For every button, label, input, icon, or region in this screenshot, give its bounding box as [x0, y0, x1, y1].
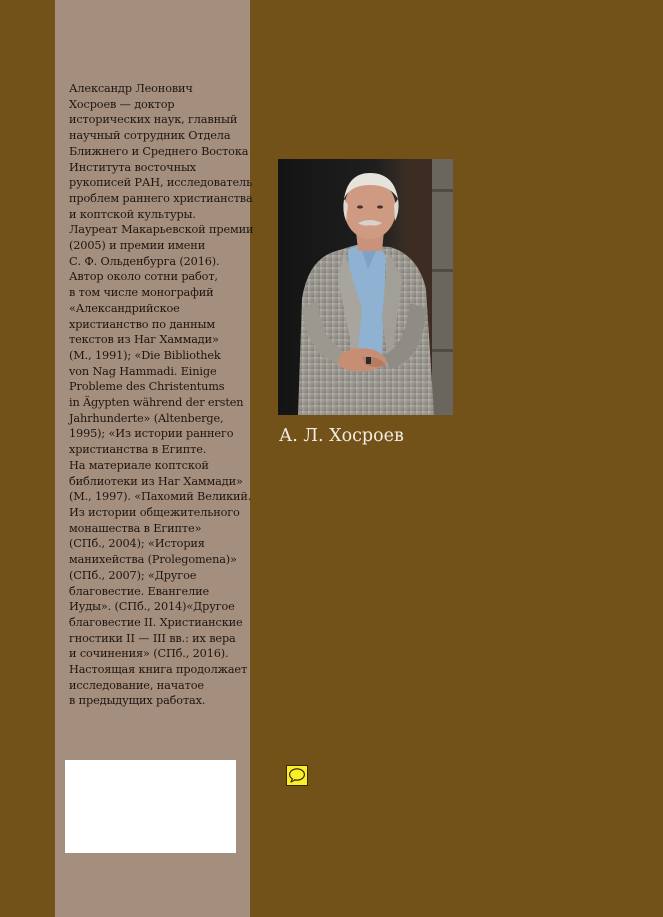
bio-line: Автор около сотни работ, — [69, 270, 218, 284]
bio-line: Института восточных — [69, 160, 197, 174]
bio-line: Настоящая книга продолжает — [69, 663, 248, 677]
author-bio — [69, 81, 254, 709]
bio-line: проблем раннего христианства — [69, 191, 253, 205]
bio-line: и коптской культуры. — [69, 207, 196, 221]
author-name-caption: А. Л. Хосроев — [279, 426, 404, 446]
bio-line: благовестие. Евангелие — [69, 584, 210, 598]
bio-line: текстов из Наг Хаммади» — [69, 333, 219, 347]
comment-annotation-button[interactable] — [286, 765, 308, 786]
bio-line: и сочинения» (СПб., 2016). — [69, 647, 229, 661]
bio-line: «Александрийское — [69, 301, 180, 315]
barcode-area — [65, 760, 236, 853]
bio-line: (М., 1997). «Пахомий Великий. — [69, 490, 252, 504]
bio-line: (2005) и премии имени — [69, 239, 206, 253]
bio-line: научный сотрудник Отдела — [69, 129, 231, 143]
bio-line: Александр Леонович — [69, 82, 193, 95]
bio-line: в том числе монографий — [69, 286, 214, 300]
bio-line: христианства в Египте. — [69, 443, 207, 457]
bio-line: Иуды». (СПб., 2014)«Другое — [69, 600, 235, 614]
bio-line: Ближнего и Среднего Востока — [69, 144, 249, 158]
bio-line: С. Ф. Ольденбурга (2016). — [69, 254, 220, 268]
bio-line: в предыдущих работах. — [69, 694, 206, 708]
bio-line: in Ägypten während der ersten — [69, 396, 244, 410]
bio-line: исторических наук, главный — [69, 113, 238, 127]
bio-line: На материале коптской — [69, 458, 209, 472]
bio-line: von Nag Hammadi. Einige — [69, 364, 217, 378]
bio-line: Лауреат Макарьевской премии — [69, 223, 254, 237]
author-photo — [278, 159, 453, 415]
bio-line: гностики II — III вв.: их вера — [69, 631, 236, 645]
bio-line: (СПб., 2007); «Другое — [69, 568, 197, 582]
bio-line: библиотеки из Наг Хаммади» — [69, 474, 243, 488]
bio-line: 1995); «Из истории раннего — [69, 427, 234, 441]
cover-left-edge — [0, 0, 55, 917]
bio-line: христианство по данным — [69, 317, 215, 331]
bio-line: манихейства (Prolegomena)» — [69, 553, 237, 567]
bio-line: благовестие II. Христианские — [69, 615, 243, 629]
bio-line: Хосроев — доктор — [69, 97, 175, 111]
speech-bubble-icon — [287, 766, 307, 785]
bio-line: рукописей РАН, исследователь — [69, 176, 253, 190]
bio-line: (М., 1991); «Die Bibliothek — [69, 348, 221, 362]
bio-line: (СПб., 2004); «История — [69, 537, 205, 551]
bio-line: Probleme des Christentums — [69, 380, 225, 394]
bio-line: Jahrhunderte» (Altenberge, — [69, 411, 224, 425]
bio-line: монашества в Египте» — [69, 521, 202, 535]
bio-line: Из истории общежительного — [69, 505, 240, 519]
bio-line: исследование, начатое — [69, 678, 204, 692]
